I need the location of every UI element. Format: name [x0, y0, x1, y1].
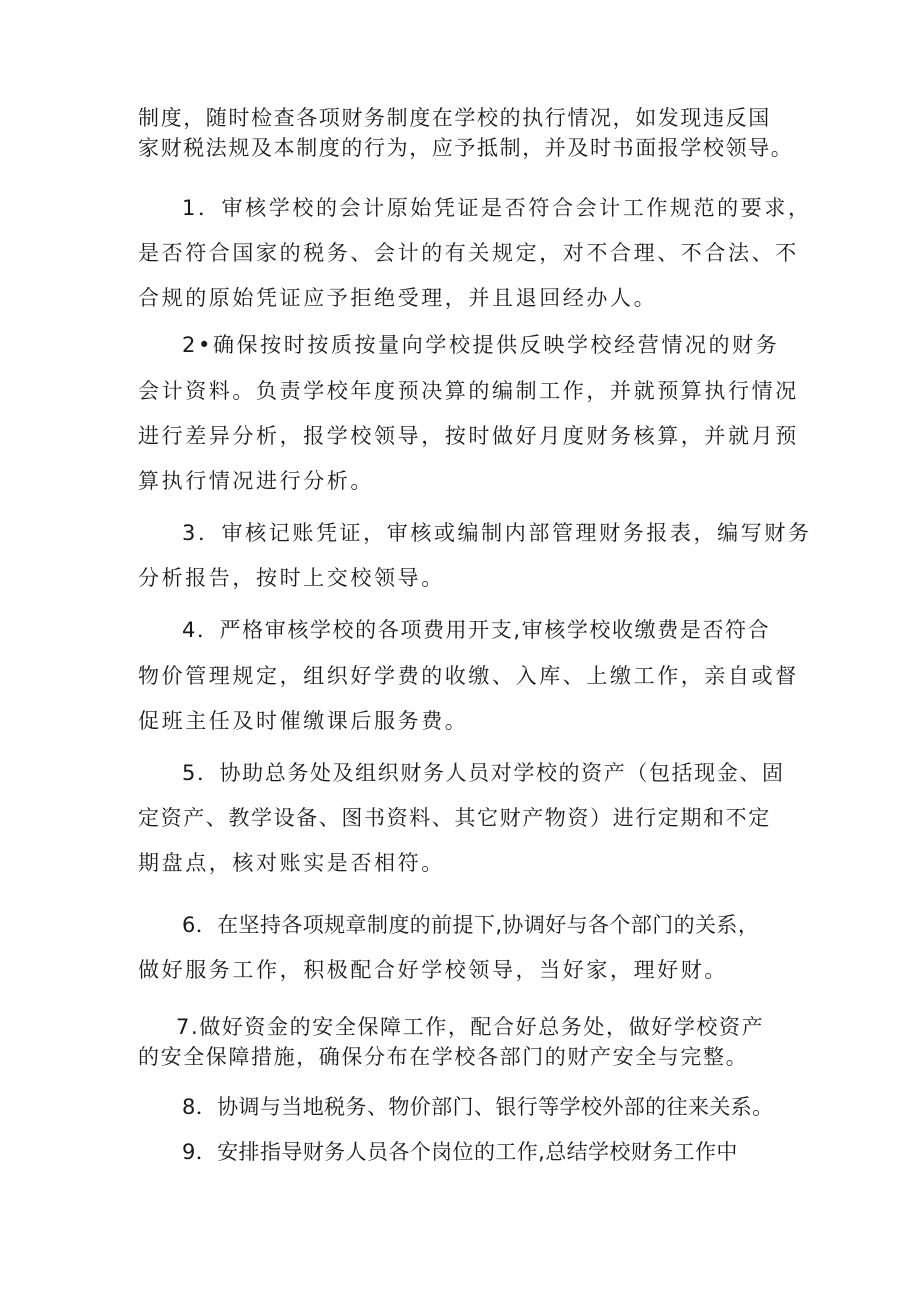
- text-line: 3．审核记账凭证，审核或编制内部管理财务报表，编写财务: [182, 521, 812, 545]
- text-line: 9．安排指导财务人员各个岗位的工作,总结学校财务工作中: [182, 1140, 738, 1164]
- text-line: 算执行情况进行分析。: [138, 469, 374, 493]
- text-line: 4．严格审核学校的各项费用开支,审核学校收缴费是否符合: [182, 618, 771, 642]
- text-line: 期盘点，核对账实是否相符。: [138, 851, 445, 875]
- text-line: 的安全保障措施，确保分布在学校各部门的财产安全与完整。: [138, 1045, 749, 1069]
- text-line: 2•确保按时按质按量向学校提供反映学校经营情况的财务: [182, 333, 780, 357]
- text-line: 会计资料。负责学校年度预决算的编制工作，并就预算执行情况: [138, 379, 799, 403]
- text-line: 5．协助总务处及组织财务人员对学校的资产（包括现金、固: [182, 761, 785, 785]
- text-line: 促班主任及时催缴课后服务费。: [138, 709, 469, 733]
- text-line: 家财税法规及本制度的行为，应予抵制，并及时书面报学校领导。: [138, 136, 794, 160]
- text-line: 6．在坚持各项规章制度的前提下,协调好与各个部门的关系，: [182, 913, 760, 937]
- text-line: 分析报告，按时上交校领导。: [138, 566, 445, 590]
- text-line: 是否符合国家的税务、会计的有关规定，对不合理、不合法、不: [138, 241, 799, 265]
- text-line: 8．协调与当地税务、物价部门、银行等学校外部的往来关系。: [182, 1095, 774, 1119]
- text-line: 定资产、教学设备、图书资料、其它财产物资）进行定期和不定: [138, 806, 771, 830]
- text-line: 7.做好资金的安全保障工作，配合好总务处，做好学校资产: [176, 1015, 765, 1039]
- text-line: 1．审核学校的会计原始凭证是否符合会计工作规范的要求，: [182, 196, 812, 220]
- text-line: 物价管理规定，组织好学费的收缴、入库、上缴工作，亲自或督: [138, 664, 799, 688]
- text-line: 进行差异分析，报学校领导，按时做好月度财务核算，并就月预: [138, 424, 799, 448]
- text-line: 合规的原始凭证应予拒绝受理，并且退回经办人。: [138, 286, 658, 310]
- text-line: 制度，随时检查各项财务制度在学校的执行情况，如发现违反国: [138, 106, 771, 130]
- text-line: 做好服务工作，积极配合好学校领导，当好家，理好财。: [138, 958, 728, 982]
